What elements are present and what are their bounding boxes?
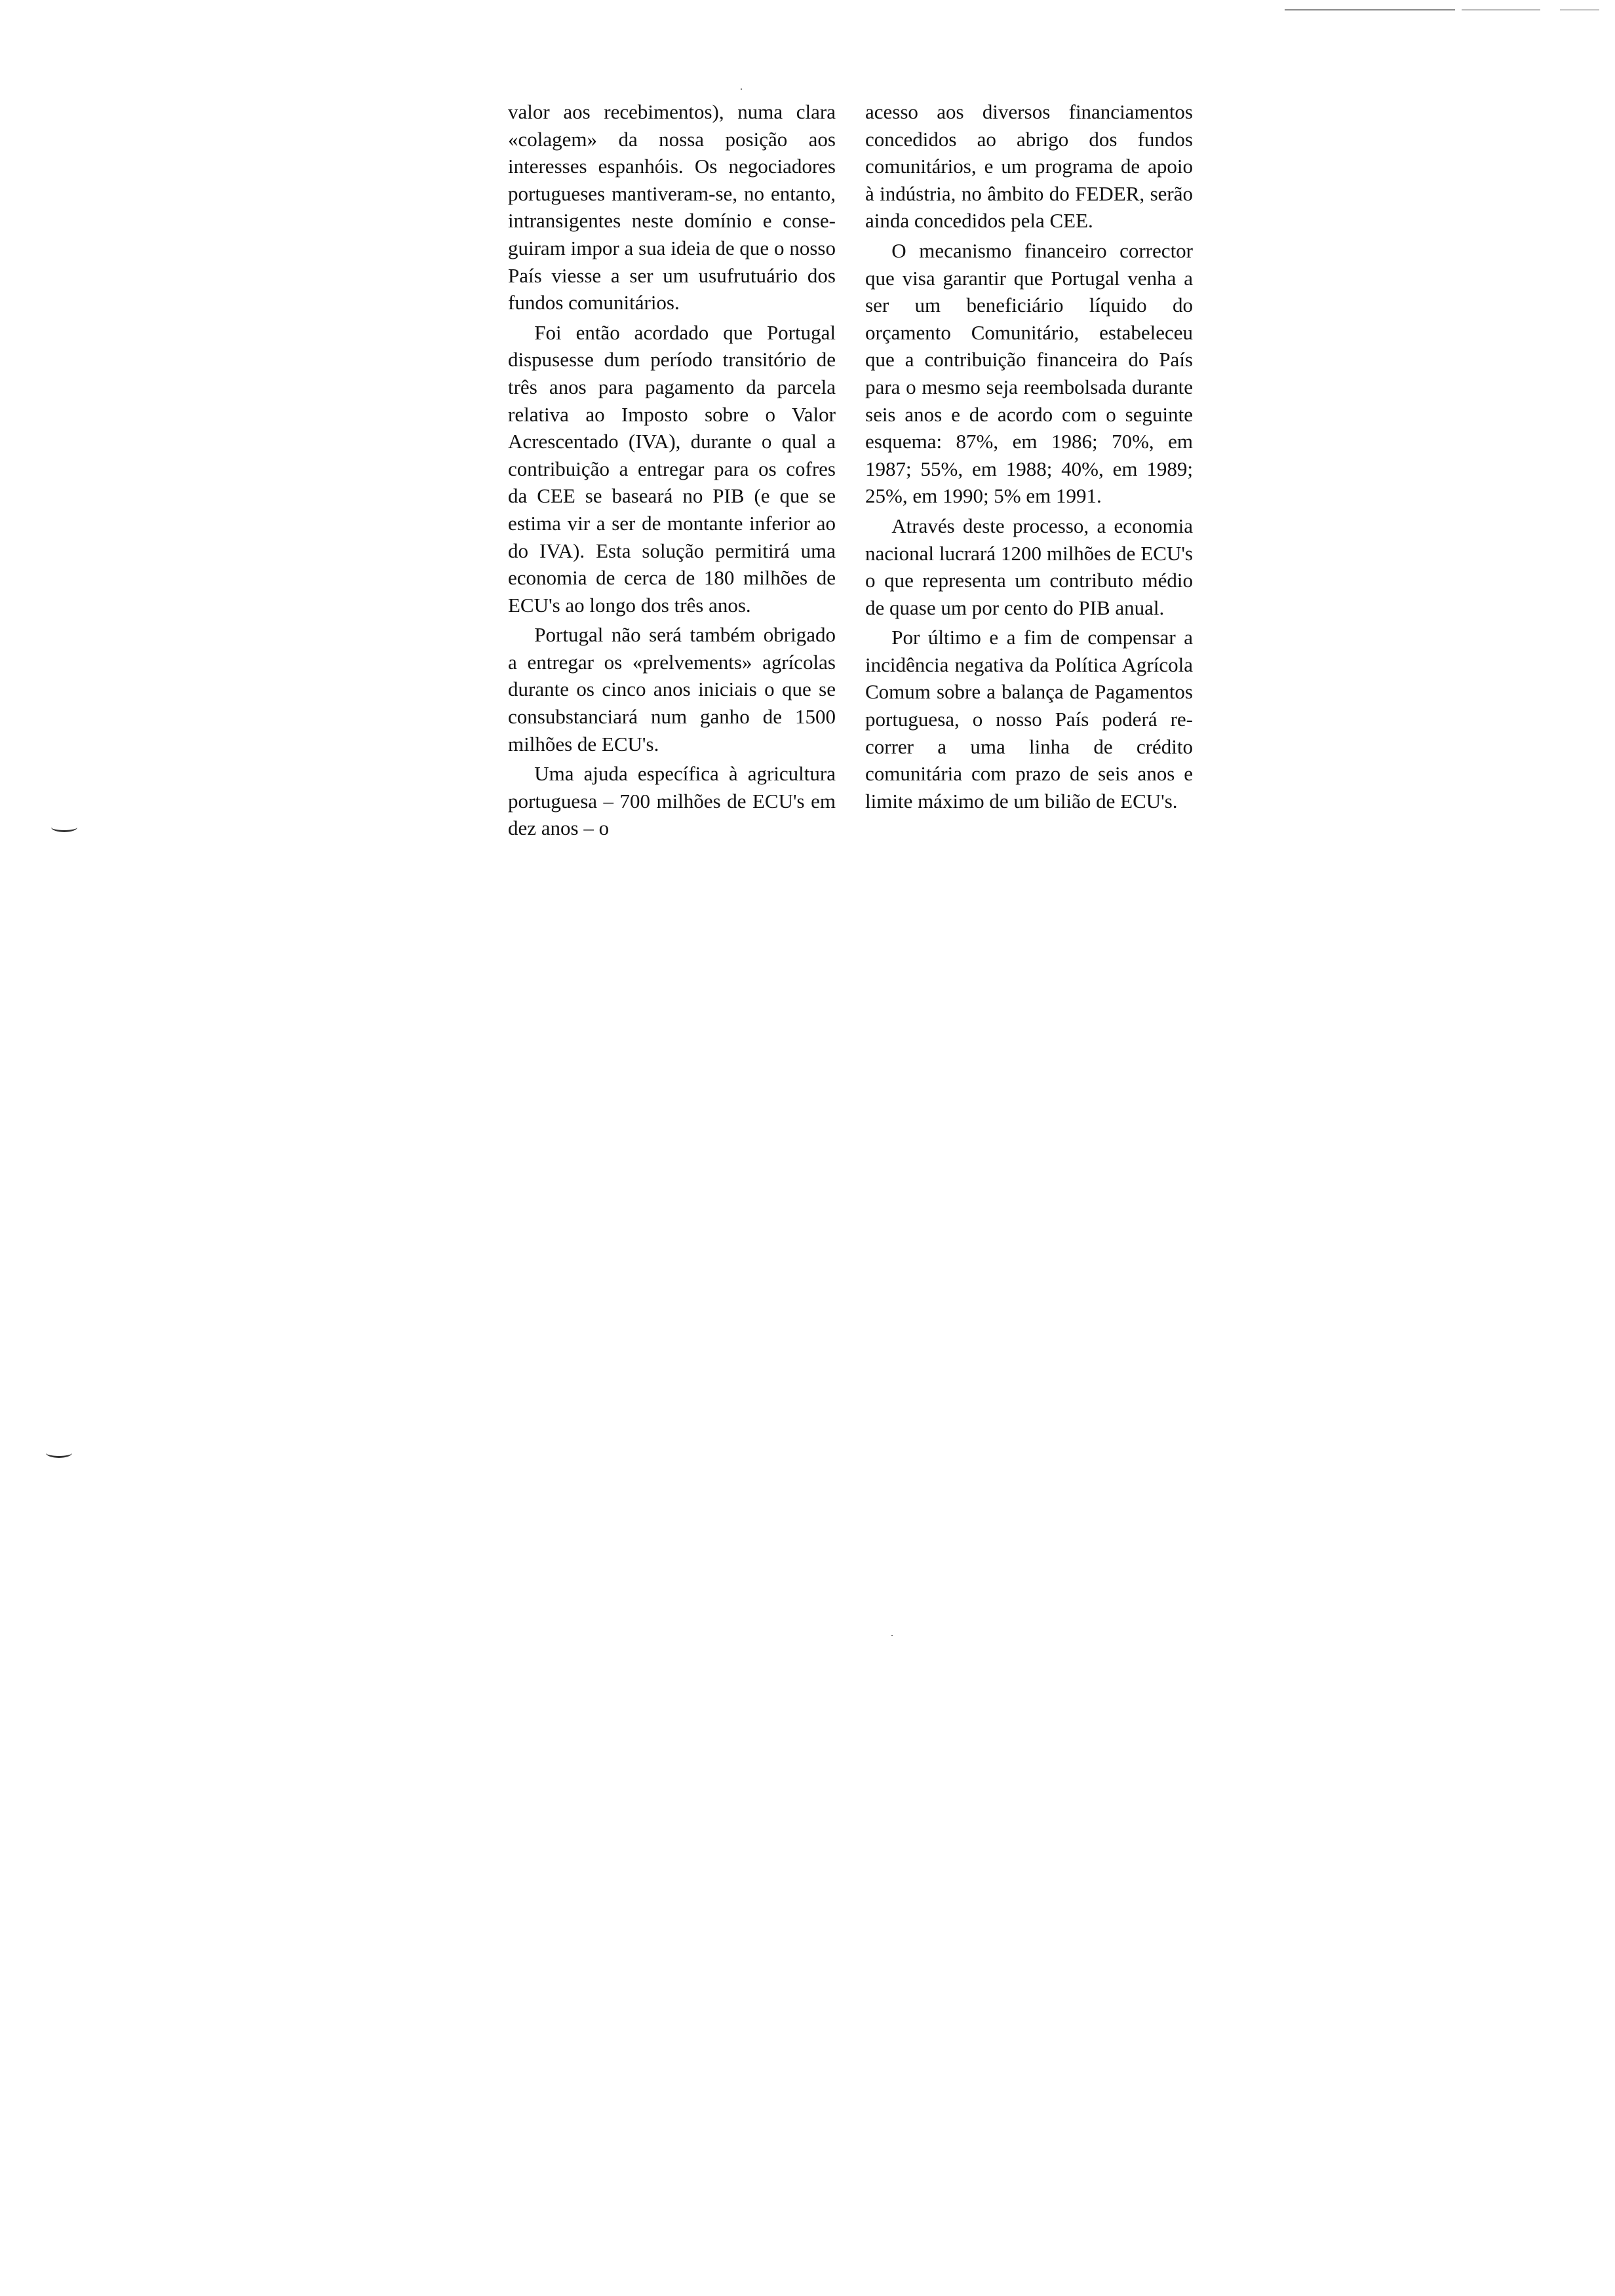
paragraph: Portugal não será também obrigado a entregar os «prelvements» agrícolas durante os cinco anos iniciais o que se consubstanciará num ganho de 1500 milhões de ECU's.: [508, 623, 836, 756]
scan-speck: [741, 88, 742, 90]
scan-edge-line: [1560, 9, 1599, 10]
scan-edge-line: [1285, 9, 1455, 10]
paragraph: Por último e a fim de compensar a incidência negativa da Política Agrícola Comum sobre a balança de Pagamentos portuguesa, o nosso País poderá recorrer a uma linha de crédito comunitária com prazo de seis anos e limite máximo de um bilião de ECU's.: [865, 626, 1193, 813]
paragraph: Uma ajuda específica à agricultura portuguesa – 700 milhões de ECU's em dez anos – o: [508, 762, 836, 840]
article-column-left: [508, 98, 836, 845]
scan-margin-mark: [46, 1448, 72, 1458]
scan-edge-line: [1462, 9, 1540, 10]
paragraph: Foi então acordado que Portugal dispusesse dum período transitório de três anos para pagamento da parcela relativa ao Imposto sobre o Valor Acrescentado (IVA), durante o qual a contribuição a entregar para os cofres da CEE se baseará no PIB (e que se estima vir a ser de montante inferior ao do IVA). Esta solução permitirá uma economia de cerca de 180 milhões de ECU's ao longo dos três anos.: [508, 320, 836, 617]
paragraph: valor aos recebimentos), numa clara «colagem» da nossa posição aos interesses espanhóis. Os negociadores portugueses mantiveram-se, no entanto, intransigentes neste domínio e conseguiram impor a sua ideia de que o nosso País viesse a ser um usufrutuário dos fundos comunitários.: [508, 100, 836, 315]
article-column-right: [865, 98, 1193, 817]
scan-speck: [891, 1635, 893, 1636]
paragraph: O mecanismo financeiro corrector que visa garantir que Portugal venha a ser um beneficiário líquido do orçamento Comunitário, estabeleceu que a contribuição financeira do País para o mesmo seja reembolsada durante seis anos e de acordo com o seguinte esquema: 87%, em 1986; 70%, em 1987; 55%, em 1988; 40%, em 1989; 25%, em 1990; 5% em 1991.: [865, 239, 1193, 508]
paragraph: acesso aos diversos financiamentos concedidos ao abrigo dos fundos comunitários, e um programa de apoio à indústria, no âmbito do FEDER, serão ainda concedidos pela CEE.: [865, 100, 1193, 233]
paragraph: Através deste processo, a economia nacional lucrará 1200 milhões de ECU's o que representa um contributo médio de quase um por cento do PIB anual.: [865, 514, 1193, 619]
scan-margin-mark: [51, 822, 77, 832]
